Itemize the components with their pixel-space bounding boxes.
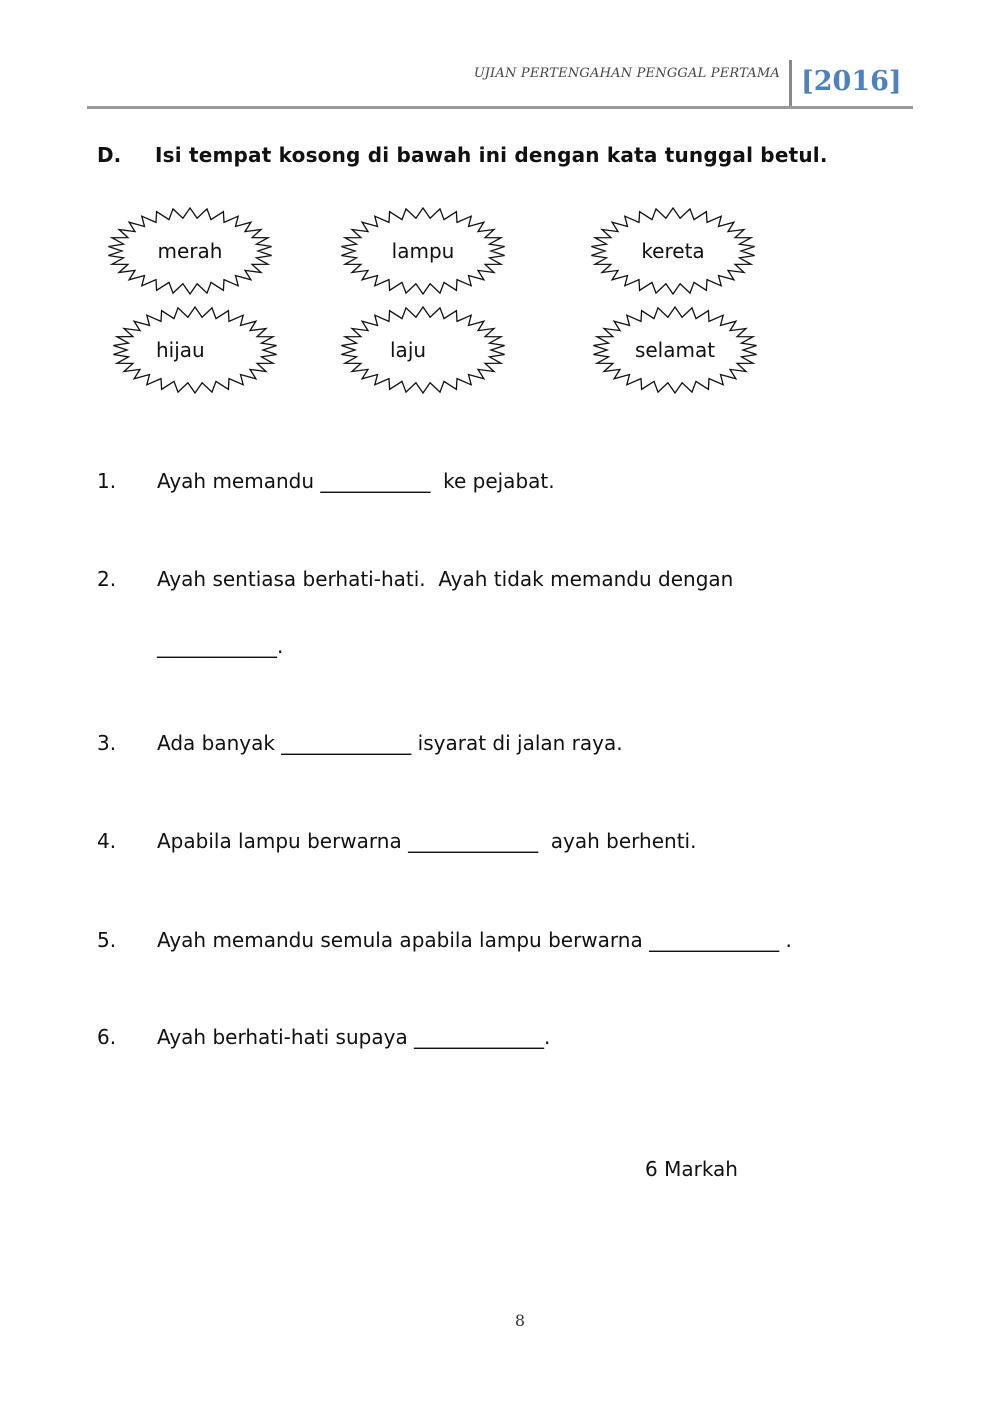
header-divider	[789, 60, 792, 106]
word-label: hijau	[156, 338, 205, 362]
question-1-number: 1.	[97, 469, 117, 493]
marks-total: 6 Markah	[645, 1157, 738, 1181]
header-year: [2016]	[801, 66, 902, 97]
word-label: lampu	[391, 239, 455, 263]
header-rule	[87, 106, 913, 109]
word-burst-lampu	[338, 206, 508, 296]
question-2-text: Ayah sentiasa berhati-hati. Ayah tidak memandu dengan	[157, 567, 734, 591]
question-2-blank-line: ____________.	[157, 634, 284, 658]
question-5-text: Ayah memandu semula apabila lampu berwarna _____________ .	[157, 928, 792, 952]
word-label: merah	[157, 239, 223, 263]
question-6-text: Ayah berhati-hati supaya _____________.	[157, 1025, 551, 1049]
page-number: 8	[514, 1311, 526, 1330]
question-3-number: 3.	[97, 731, 117, 755]
header-title: UJIAN PERTENGAHAN PENGGAL PERTAMA	[473, 66, 780, 81]
question-4-text: Apabila lampu berwarna _____________ ayah berhenti.	[157, 829, 697, 853]
question-2-number: 2.	[97, 567, 117, 591]
word-label: laju	[390, 338, 427, 362]
word-label: selamat	[634, 338, 716, 362]
word-burst-merah	[105, 206, 275, 296]
question-5-number: 5.	[97, 928, 117, 952]
question-6-number: 6.	[97, 1025, 117, 1049]
word-burst-selamat	[590, 305, 760, 395]
word-label: kereta	[641, 239, 705, 263]
section-instruction: Isi tempat kosong di bawah ini dengan kata tunggal betul.	[155, 143, 828, 167]
question-1-text: Ayah memandu ___________ ke pejabat.	[157, 469, 555, 493]
question-4-number: 4.	[97, 829, 117, 853]
word-burst-laju	[338, 305, 508, 395]
word-burst-hijau	[110, 305, 280, 395]
question-3-text: Ada banyak _____________ isyarat di jalan raya.	[157, 731, 623, 755]
word-burst-kereta	[588, 206, 758, 296]
section-letter: D.	[97, 143, 122, 167]
